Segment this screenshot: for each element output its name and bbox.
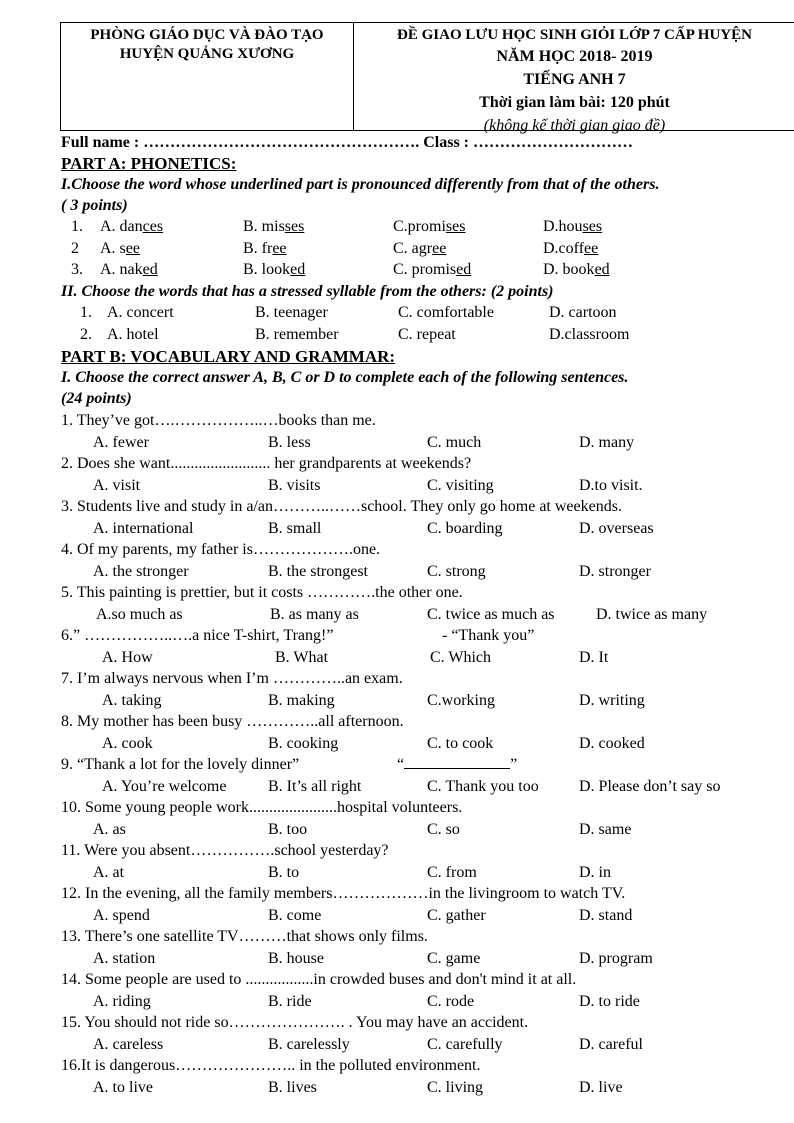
question-text: 8. My mother has been busy …………..all afternoon. xyxy=(61,713,404,730)
answer-option: A. fewer xyxy=(93,433,149,451)
answer-option: D. to ride xyxy=(579,992,640,1010)
header-right xyxy=(354,23,794,134)
phonetics-option: A. dances xyxy=(100,218,164,235)
phonetics-option: D.coffee xyxy=(543,240,599,257)
answer-option: B. come xyxy=(268,906,322,924)
answer-option: C. game xyxy=(427,949,481,967)
phonetics-option: C. agree xyxy=(393,240,447,257)
answer-option: A. visit xyxy=(93,476,141,494)
answer-option: D. Please don’t say so xyxy=(579,777,721,795)
answer-option: A. the stronger xyxy=(93,562,189,580)
question-text: 9. “Thank a lot for the lovely dinner” xyxy=(61,756,300,773)
answer-option: C. living xyxy=(427,1078,484,1096)
underlined-part: ses xyxy=(582,218,603,235)
answer-option: C. Which xyxy=(430,648,492,666)
part-a-title: PART A: PHONETICS: xyxy=(61,154,237,173)
stress-option: B. teenager xyxy=(255,304,328,321)
time-note: (không kể thời gian giao đề) xyxy=(483,117,666,134)
question-text: 2. Does she want......................... her grandparents at weekends? xyxy=(61,455,472,472)
answer-option: D. cooked xyxy=(579,734,645,752)
question-text: 7. I’m always nervous when I’m …………..an exam. xyxy=(61,670,403,687)
underlined-part: ses xyxy=(284,218,305,235)
part-a-section1-title: I.Choose the word whose underlined part is pronounced differently from that of the others. xyxy=(61,176,660,193)
answer-option: A. at xyxy=(93,863,125,881)
answer-option: D. It xyxy=(579,648,609,666)
department-name: PHÒNG GIÁO DỤC VÀ ĐÀO TẠO xyxy=(90,27,324,43)
answer-option: C. to cook xyxy=(427,734,494,752)
answer-option: C. from xyxy=(427,863,477,881)
answer-option: B. It’s all right xyxy=(268,777,362,795)
question-text: 16.It is dangerous………………….. in the polluted environment. xyxy=(61,1057,481,1074)
stress-option: D.classroom xyxy=(549,326,630,343)
underlined-part: ses xyxy=(445,218,466,235)
phonetics-option: D.houses xyxy=(543,218,603,235)
answer-option: B. lives xyxy=(268,1078,317,1096)
answer-option: A. as xyxy=(93,820,126,838)
phonetics-option: C. promised xyxy=(393,261,472,278)
question-text: 6.” ……………..….a nice T-shirt, Trang!” xyxy=(61,627,334,644)
question-text: 12. In the evening, all the family members………………in the livingroom to watch TV. xyxy=(61,885,626,902)
question-text: 11. Were you absent…………….school yesterday? xyxy=(61,842,389,859)
school-year: NĂM HỌC 2018- 2019 xyxy=(496,48,653,65)
answer-option: A. You’re welcome xyxy=(102,777,227,795)
answer-option: D. in xyxy=(579,863,611,881)
answer-option: A. careless xyxy=(93,1035,164,1053)
answer-option: B. small xyxy=(268,519,322,537)
part-b-section1-points: (24 points) xyxy=(61,390,132,407)
answer-option: A.so much as xyxy=(96,605,183,623)
answer-option: D. writing xyxy=(579,691,645,709)
phonetics-option: B. misses xyxy=(243,218,305,235)
answer-option: D. overseas xyxy=(579,519,654,537)
phonetics-option: B. looked xyxy=(243,261,306,278)
answer-option: B. house xyxy=(268,949,324,967)
underlined-part: ee xyxy=(272,240,287,257)
answer-option: B. to xyxy=(268,863,300,881)
question-reply: - “Thank you” xyxy=(442,627,535,644)
underlined-part: ed xyxy=(456,261,472,278)
answer-option: D. many xyxy=(579,433,635,451)
phonetics-option: A. naked xyxy=(100,261,158,278)
part-a-section2-title: II. Choose the words that has a stressed syllable from the others: (2 points) xyxy=(61,283,554,300)
answer-option: C. much xyxy=(427,433,482,451)
phonetics-item-number: 3. xyxy=(71,261,83,278)
question-text: 10. Some young people work......................hospital volunteers. xyxy=(61,799,463,816)
answer-option: B. the strongest xyxy=(268,562,368,580)
answer-option: D. stronger xyxy=(579,562,651,580)
stress-item-number: 1. xyxy=(80,304,92,321)
answer-option: A. to live xyxy=(93,1078,153,1096)
underlined-part: ed xyxy=(594,261,610,278)
underlined-part: ee xyxy=(584,240,599,257)
phonetics-option: B. free xyxy=(243,240,287,257)
student-info-line: Full name : ……………………………………………. Class : ………………………… xyxy=(61,134,633,151)
phonetics-option: D. booked xyxy=(543,261,610,278)
answer-option: A. How xyxy=(102,648,153,666)
answer-option: A. station xyxy=(93,949,156,967)
answer-option: D. careful xyxy=(579,1035,643,1053)
answer-option: D. same xyxy=(579,820,632,838)
question-text: 13. There’s one satellite TV………that shows only films. xyxy=(61,928,428,945)
answer-option: C. twice as much as xyxy=(427,605,555,623)
answer-option: A. riding xyxy=(93,992,151,1010)
stress-option: A. hotel xyxy=(107,326,159,343)
district-name: HUYỆN QUẢNG XƯƠNG xyxy=(119,46,295,62)
answer-option: D.to visit. xyxy=(579,476,643,494)
answer-option: B. visits xyxy=(268,476,321,494)
header-box xyxy=(60,22,794,134)
answer-option: C.working xyxy=(427,691,495,709)
answer-option: D. stand xyxy=(579,906,633,924)
answer-option: A. taking xyxy=(102,691,162,709)
answer-option: C. Thank you too xyxy=(427,777,539,795)
question-text: 5. This painting is prettier, but it costs ………….the other one. xyxy=(61,584,463,601)
stress-option: D. cartoon xyxy=(549,304,617,321)
part-a-section1-points: ( 3 points) xyxy=(61,197,128,214)
answer-option: B. carelessly xyxy=(268,1035,350,1053)
answer-option: C. gather xyxy=(427,906,486,924)
phonetics-item-number: 2 xyxy=(71,240,79,257)
phonetics-option: C.promises xyxy=(393,218,466,235)
answer-option: B. as many as xyxy=(270,605,359,623)
answer-option: A. international xyxy=(93,519,194,537)
answer-option: A. cook xyxy=(102,734,153,752)
answer-option: B. ride xyxy=(268,992,312,1010)
question-text: 15. You should not ride so…………………. . You may have an accident. xyxy=(61,1014,529,1031)
answer-option: C. strong xyxy=(427,562,486,580)
answer-option: C. rode xyxy=(427,992,475,1010)
stress-option: B. remember xyxy=(255,326,339,343)
phonetics-item-number: 1. xyxy=(71,218,83,235)
answer-option: B. What xyxy=(275,648,329,666)
stress-option: C. repeat xyxy=(398,326,456,343)
underlined-part: ed xyxy=(142,261,158,278)
stress-option: C. comfortable xyxy=(398,304,494,321)
stress-item-number: 2. xyxy=(80,326,92,343)
question-text: 14. Some people are used to .................in crowded buses and don't mind it at all. xyxy=(61,971,577,988)
answer-option: C. carefully xyxy=(427,1035,503,1053)
answer-option: A. spend xyxy=(93,906,150,924)
answer-option: B. cooking xyxy=(268,734,339,752)
question-text: 1. They’ve got….……………..…books than me. xyxy=(61,412,376,429)
question-reply-blank: “ ” xyxy=(397,756,518,773)
underlined-part: ee xyxy=(432,240,447,257)
answer-blank xyxy=(404,756,510,769)
exam-title: ĐỀ GIAO LƯU HỌC SINH GIỎI LỚP 7 CẤP HUYỆN xyxy=(397,27,752,43)
answer-option: C. so xyxy=(427,820,460,838)
answer-option: B. too xyxy=(268,820,308,838)
answer-option: D. twice as many xyxy=(596,605,708,623)
part-b-section1-title: I. Choose the correct answer A, B, C or D to complete each of the following sentences. xyxy=(61,369,629,386)
answer-option: D. program xyxy=(579,949,653,967)
answer-option: D. live xyxy=(579,1078,623,1096)
question-text: 4. Of my parents, my father is……………….one. xyxy=(61,541,381,558)
time-limit: Thời gian làm bài: 120 phút xyxy=(479,94,670,111)
answer-option: C. boarding xyxy=(427,519,503,537)
answer-option: B. less xyxy=(268,433,311,451)
phonetics-option: A. see xyxy=(100,240,140,257)
underlined-part: ed xyxy=(290,261,306,278)
underlined-part: ee xyxy=(125,240,140,257)
header-left xyxy=(61,23,354,130)
answer-option: B. making xyxy=(268,691,335,709)
subject: TIẾNG ANH 7 xyxy=(523,71,626,88)
stress-option: A. concert xyxy=(107,304,174,321)
question-text: 3. Students live and study in a/an………..……school. They only go home at weekends. xyxy=(61,498,622,515)
answer-option: C. visiting xyxy=(427,476,494,494)
underlined-part: ces xyxy=(142,218,164,235)
part-b-title: PART B: VOCABULARY AND GRAMMAR: xyxy=(61,347,396,366)
